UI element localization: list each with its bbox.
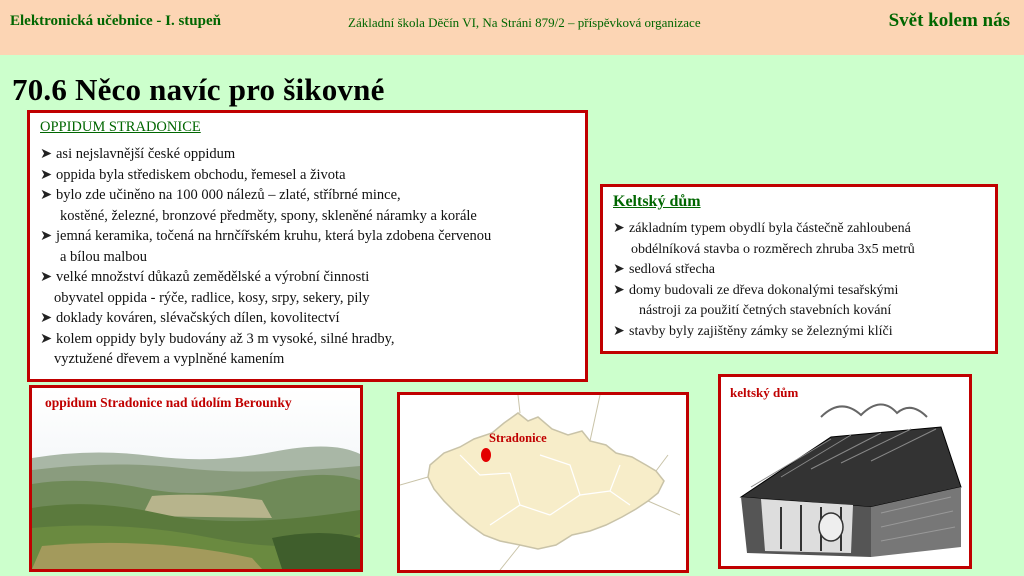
arrow-bullet-icon: ➤: [613, 221, 625, 236]
czech-map: [397, 392, 689, 573]
celtic-house-text-box: [600, 184, 998, 354]
arrow-bullet-icon: ➤: [40, 166, 53, 183]
map-label-stradonice: Stradonice: [489, 431, 547, 445]
photo-caption: oppidum Stradonice nad údolím Berounky: [45, 395, 292, 410]
header-textbook-label: Elektronická učebnice - I. stupeň: [10, 13, 221, 29]
bullet-line: ➤ jemná keramika, točená na hrnčířském kruhu, která byla zdobena červenou: [40, 226, 575, 247]
header-school-label: Základní škola Děčín VI, Na Stráni 879/2 – příspěvková organizace: [348, 15, 701, 30]
arrow-bullet-icon: ➤: [613, 262, 625, 277]
arrow-bullet-icon: ➤: [613, 323, 625, 339]
bullet-line: ➤ základním typem obydlí byla částečně zahloubená: [613, 219, 985, 240]
continuation-line: a bílou malbou: [60, 248, 147, 265]
bullet-line: ➤ doklady kováren, slévačských dílen, kovolitectví: [40, 308, 575, 329]
header-bar: [0, 0, 1024, 55]
oppidum-text-box: [27, 110, 588, 382]
arrow-bullet-icon: ➤: [40, 310, 53, 326]
landscape-illustration: [32, 388, 360, 569]
czech-map-illustration: [400, 395, 686, 570]
house-caption: keltský dům: [730, 385, 799, 400]
oppidum-heading: OPPIDUM STRADONICE: [40, 119, 201, 135]
bullet-line: ➤ velké množství důkazů zemědělské a výrobní činnosti: [40, 267, 575, 288]
arrow-bullet-icon: ➤: [40, 146, 53, 162]
arrow-bullet-icon: ➤: [40, 187, 53, 203]
bullet-line: ➤ sedlová střecha: [613, 260, 985, 281]
celtic-house-heading: Keltský dům: [613, 193, 701, 210]
continuation-line: obdélníková stavba o rozměrech zhruba 3x5 metrů: [631, 241, 915, 257]
bullet-line: ➤ bylo zde učiněno na 100 000 nálezů – zlaté, stříbrné mince,: [40, 185, 575, 206]
continuation-line: vyztužené dřevem a vyplněné kamením: [54, 351, 285, 367]
header-subject-label: Svět kolem nás: [888, 10, 1010, 31]
continuation-line: nástroji za použití četných stavebních kování: [639, 303, 892, 318]
bullet-line: ➤ stavby byly zajištěny zámky se železnými klíči: [613, 322, 985, 343]
celtic-house-drawing: [718, 374, 972, 569]
arrow-bullet-icon: ➤: [613, 282, 625, 298]
page-title: 70.6 Něco navíc pro šikovné: [12, 72, 385, 107]
continuation-line: obyvatel oppida - rýče, radlice, kosy, srpy, sekery, pily: [54, 289, 370, 306]
arrow-bullet-icon: ➤: [40, 330, 53, 347]
bullet-line: ➤ asi nejslavnější české oppidum: [40, 144, 575, 165]
stradonice-landscape-photo: [29, 385, 363, 572]
continuation-line: kostěné, železné, bronzové předměty, spony, skleněné náramky a korále: [60, 207, 477, 224]
stradonice-marker-icon: [481, 448, 491, 462]
arrow-bullet-icon: ➤: [40, 228, 53, 244]
bullet-line: ➤ domy budovali ze dřeva dokonalými tesařskými: [613, 281, 985, 302]
arrow-bullet-icon: ➤: [40, 269, 53, 285]
bullet-line: ➤ oppida byla střediskem obchodu, řemesel a života: [40, 165, 575, 186]
bullet-line: ➤ kolem oppidy byly budovány až 3 m vysoké, silné hradby,: [40, 329, 575, 350]
house-sketch: [721, 377, 969, 566]
